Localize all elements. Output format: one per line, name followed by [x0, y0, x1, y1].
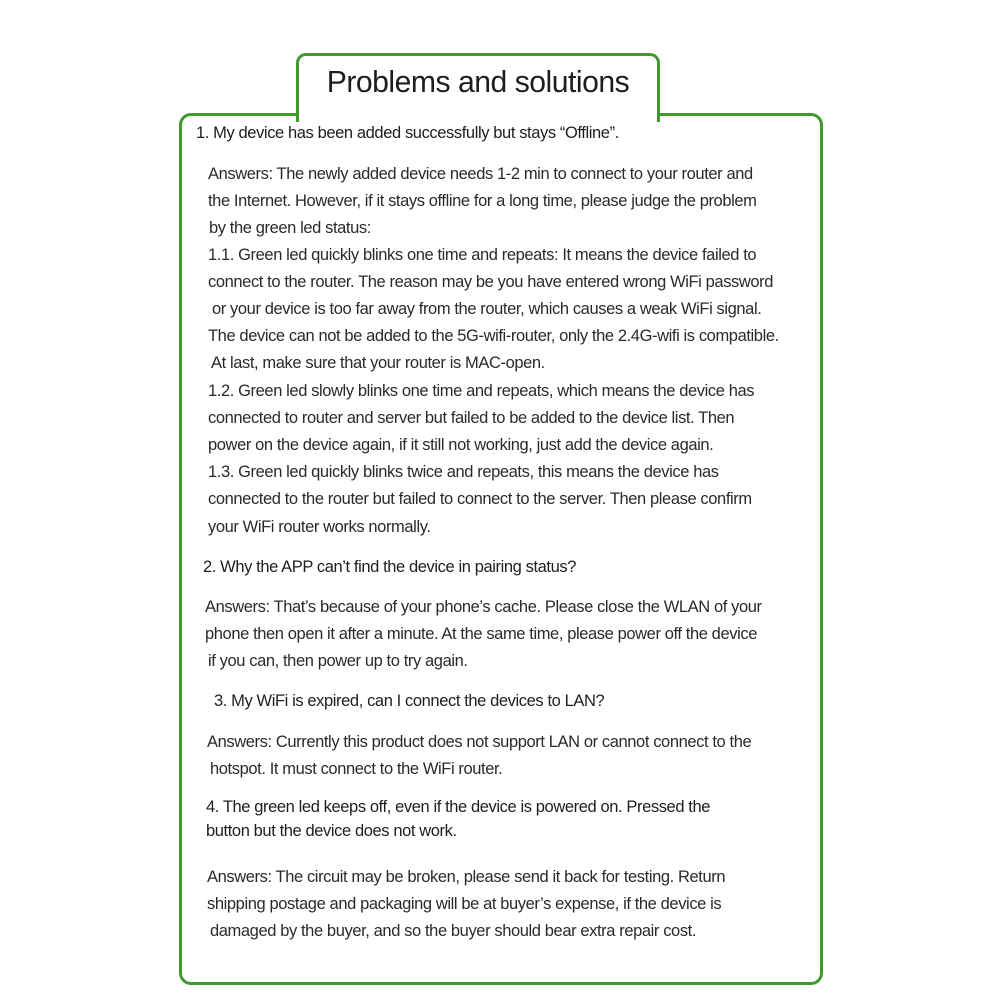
answer-1-line: 1.3. Green led quickly blinks twice and repeats, this means the device has — [208, 463, 719, 481]
answer-1-line: connected to router and server but failed to be added to the device list. Then — [208, 409, 735, 427]
answer-1-line: connected to the router but failed to connect to the server. Then please confirm — [208, 490, 752, 508]
answer-4-line: Answers: The circuit may be broken, please send it back for testing. Return — [207, 868, 726, 886]
answer-1-line: 1.2. Green led slowly blinks one time and repeats, which means the device has — [208, 382, 755, 400]
answer-1-line: Answers: The newly added device needs 1-2 min to connect to your router and — [208, 165, 753, 183]
answer-4-line: damaged by the buyer, and so the buyer should bear extra repair cost. — [210, 922, 697, 940]
answer-2-line: phone then open it after a minute. At the same time, please power off the device — [205, 625, 757, 643]
answer-1-line: The device can not be added to the 5G-wifi-router, only the 2.4G-wifi is compatible. — [208, 327, 779, 345]
question-2: 2. Why the APP can’t find the device in pairing status? — [203, 558, 577, 576]
answer-1-line: or your device is too far away from the router, which causes a weak WiFi signal. — [212, 300, 762, 318]
answer-1-line: connect to the router. The reason may be you have entered wrong WiFi password — [208, 273, 774, 291]
page-title: Problems and solutions — [326, 64, 630, 99]
answer-1-line: by the green led status: — [209, 219, 371, 237]
answer-3-line: hotspot. It must connect to the WiFi router. — [210, 760, 503, 778]
question-1: 1. My device has been added successfully but stays “Offline”. — [196, 124, 619, 142]
question-4-line: button but the device does not work. — [206, 822, 457, 840]
answer-3-line: Answers: Currently this product does not support LAN or cannot connect to the — [207, 733, 752, 751]
answer-1-line: the Internet. However, if it stays offline for a long time, please judge the problem — [208, 192, 757, 210]
answer-2-line: Answers: That’s because of your phone’s cache. Please close the WLAN of your — [205, 598, 762, 616]
question-3: 3. My WiFi is expired, can I connect the devices to LAN? — [214, 692, 605, 710]
answer-1-line: power on the device again, if it still not working, just add the device again. — [208, 436, 714, 454]
answer-1-line: At last, make sure that your router is MAC-open. — [211, 354, 545, 372]
answer-2-line: if you can, then power up to try again. — [208, 652, 468, 670]
answer-1-line: your WiFi router works normally. — [208, 518, 431, 536]
question-4-line: 4. The green led keeps off, even if the device is powered on. Pressed the — [206, 798, 711, 816]
answer-1-line: 1.1. Green led quickly blinks one time and repeats: It means the device failed to — [208, 246, 757, 264]
answer-4-line: shipping postage and packaging will be at buyer’s expense, if the device is — [207, 895, 722, 913]
